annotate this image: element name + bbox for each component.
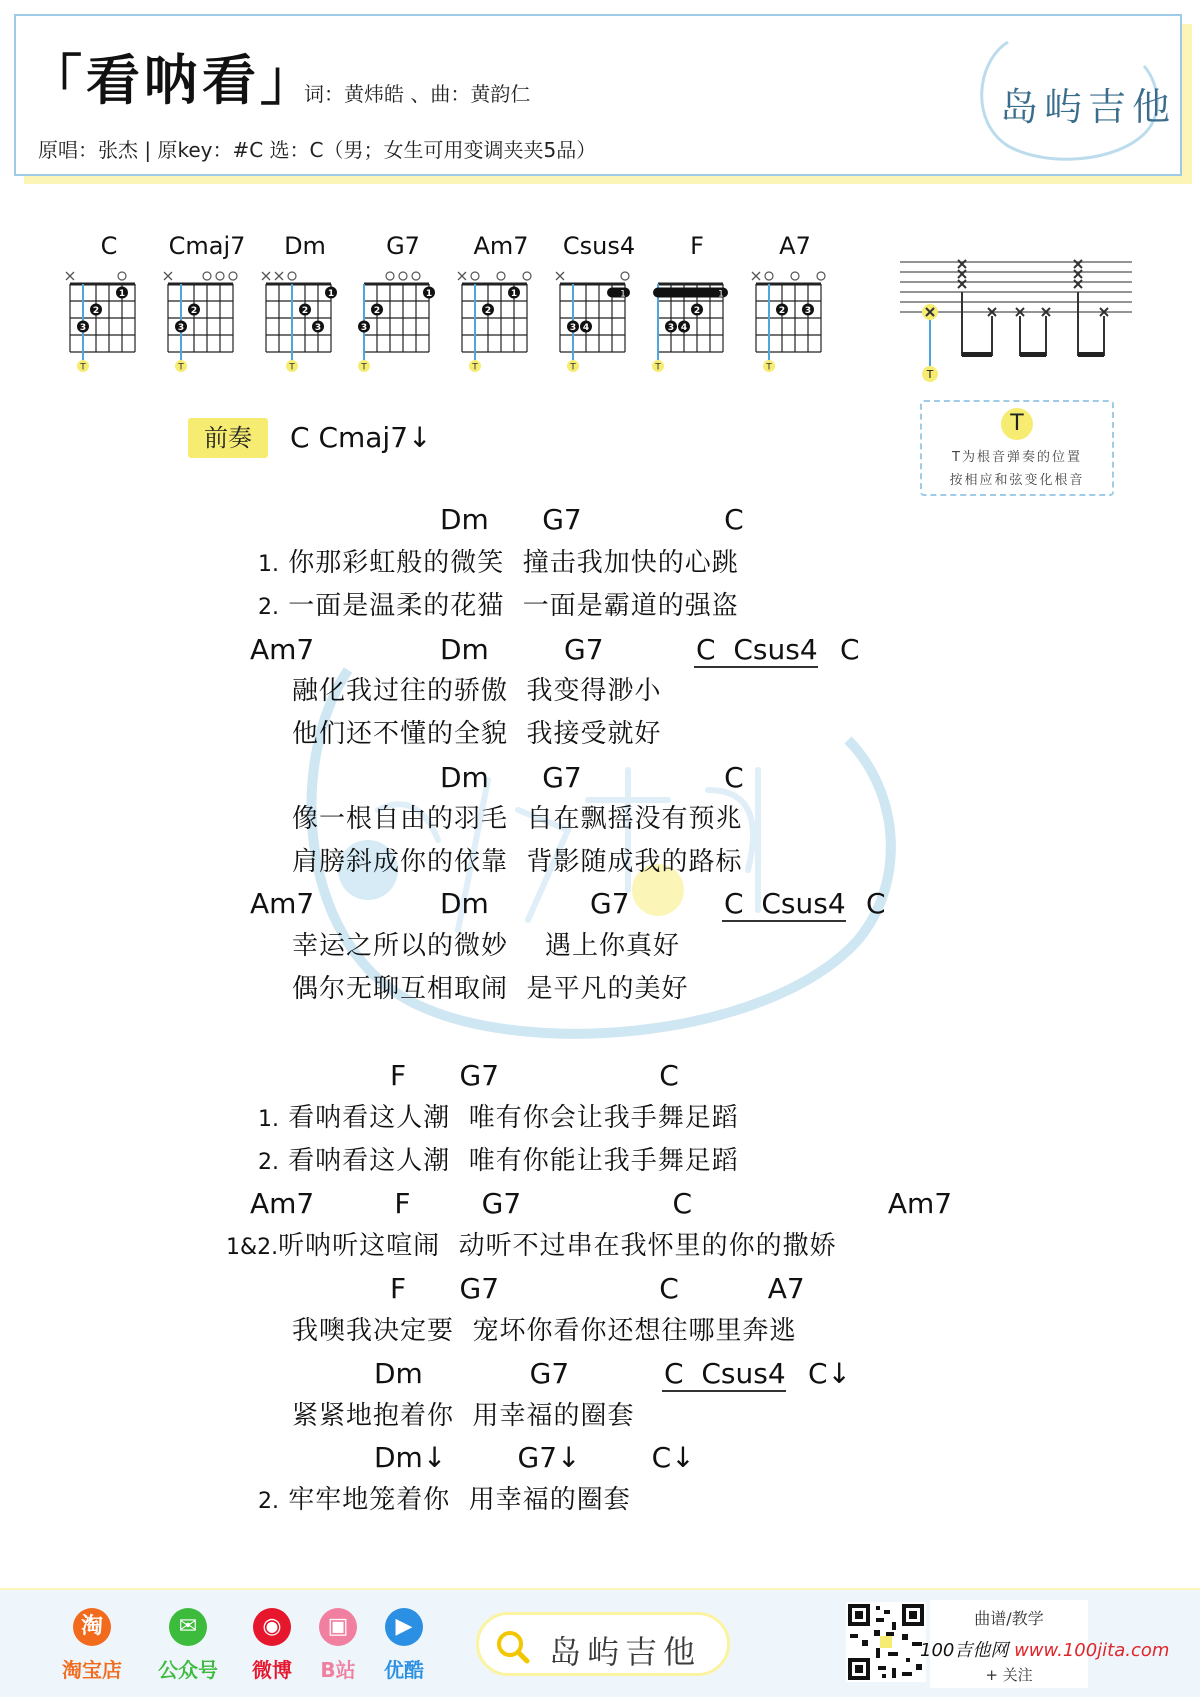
chorus-chords-3: F G7 C A7 xyxy=(390,1272,805,1305)
chorus-line-5: 紧紧地抱着你 用幸福的圈套 xyxy=(292,1401,635,1431)
finger-label: 3 xyxy=(569,323,577,333)
finger-label: 2 xyxy=(301,306,309,316)
chorus-number-1: 1. xyxy=(258,1107,279,1132)
chord-cmaj7 xyxy=(162,232,252,372)
open-marker xyxy=(216,272,224,280)
verse-line-2 xyxy=(258,588,739,626)
chorus-lyric-6: 牢牢地笼着你 用幸福的圈套 xyxy=(288,1485,631,1515)
chord-name-am7: Am7 xyxy=(473,232,529,260)
chorus-chord-c-down: C↓ xyxy=(808,1357,852,1390)
open-marker xyxy=(497,272,505,280)
weibo-label: 微博 xyxy=(252,1658,292,1682)
verse-line-5: 像一根自由的羽毛 自在飘摇没有预兆 xyxy=(292,804,743,834)
open-marker xyxy=(621,272,629,280)
verse-chords-1: Dm G7 C xyxy=(440,503,744,536)
chord-name-cmaj7: Cmaj7 xyxy=(168,232,246,260)
finger-label: 2 xyxy=(92,306,100,316)
chord-name-f: F xyxy=(690,232,704,260)
legend-line-2: 按相应和弦变化根音 xyxy=(949,473,1085,488)
chord-name-g7: G7 xyxy=(386,232,420,260)
open-marker xyxy=(399,272,407,280)
finger-label: 4 xyxy=(680,323,688,333)
mute-marker xyxy=(752,272,760,280)
open-marker xyxy=(386,272,394,280)
chord-c xyxy=(64,232,154,372)
chord-name-csus4: Csus4 xyxy=(562,232,636,260)
wechat-icon: ✉ xyxy=(169,1608,207,1646)
root-label: T xyxy=(570,362,576,372)
qr-caption-top: 曲谱/教学 xyxy=(974,1609,1044,1628)
youku-link[interactable] xyxy=(364,1608,444,1683)
finger-label: 2 xyxy=(778,306,786,316)
search-icon xyxy=(493,1627,533,1667)
mute-marker xyxy=(458,272,466,280)
root-label: T xyxy=(178,362,184,372)
chord-grid-f xyxy=(652,266,736,372)
chord-g7 xyxy=(358,232,448,372)
song-meta: 原唱：张杰 | 原key：#C 选：C（男；女生可用变调夹夹5品） xyxy=(38,138,597,162)
verse-line-1 xyxy=(258,545,739,583)
qr-caption xyxy=(920,1600,1170,1688)
finger-label: 3 xyxy=(79,323,87,333)
verse-chord-am7-1: Am7 xyxy=(250,633,315,666)
intro-chords: C Cmaj7↓ xyxy=(290,421,432,454)
finger-label: 3 xyxy=(314,323,322,333)
bilibili-label: B站 xyxy=(320,1658,356,1682)
root-label: T xyxy=(289,362,295,372)
finger-label: 4 xyxy=(582,323,590,333)
verse-chord-c-csus4-2: C Csus4 xyxy=(724,887,846,920)
verse-chord-dm-1: Dm xyxy=(440,633,489,666)
chorus-lyric-2: 看呐看这人潮 唯有你能让我手舞足蹈 xyxy=(288,1146,739,1176)
finger-label: 1 xyxy=(118,289,126,299)
taobao-link[interactable] xyxy=(52,1608,132,1683)
chord-diagrams xyxy=(64,232,864,372)
site-name: 100吉他网 xyxy=(920,1640,1015,1661)
chorus-number-6: 2. xyxy=(258,1489,279,1514)
finger-label: 1 xyxy=(327,289,335,299)
barre-marker xyxy=(607,288,630,298)
root-label: T xyxy=(80,362,86,372)
search-box[interactable] xyxy=(476,1612,730,1676)
verse-line-8: 偶尔无聊互相取闹 是平凡的美好 xyxy=(292,974,689,1004)
finger-label: 1 xyxy=(620,289,626,300)
finger-label: 2 xyxy=(693,306,701,316)
verse-line-3: 融化我过往的骄傲 我变得渺小 xyxy=(292,676,662,706)
song-credits: 词：黄炜皓 、曲：黄韵仁 xyxy=(304,82,531,106)
verse-chord-am7-2: Am7 xyxy=(250,887,315,920)
chord-grid-dm xyxy=(260,266,344,372)
chorus-lyric-1: 看呐看这人潮 唯有你会让我手舞足蹈 xyxy=(288,1103,739,1133)
finger-label: 1 xyxy=(425,289,433,299)
song-title: 「看呐看」 xyxy=(28,49,318,112)
mute-marker xyxy=(66,272,74,280)
verse-line-6: 肩膀斜成你的依靠 背影随成我的路标 xyxy=(292,847,743,877)
finger-label: 3 xyxy=(360,323,368,333)
chorus-number-2: 2. xyxy=(258,1150,279,1175)
verse-number-1: 1. xyxy=(258,552,279,577)
chorus-chord-c-csus4: C Csus4 xyxy=(664,1357,786,1390)
bilibili-icon: ▣ xyxy=(319,1608,357,1646)
chord-underline-2 xyxy=(722,920,846,922)
finger-label: 2 xyxy=(484,306,492,316)
search-text: 岛屿吉他 xyxy=(549,1633,702,1671)
open-marker xyxy=(412,272,420,280)
verse-lyric-1: 你那彩虹般的微笑 撞击我加快的心跳 xyxy=(288,548,739,578)
verse-chord-c-2: C xyxy=(866,887,886,920)
open-marker xyxy=(791,272,799,280)
qr-code-icon[interactable] xyxy=(846,1602,926,1682)
finger-label: 3 xyxy=(667,323,675,333)
chord-a7 xyxy=(750,232,840,372)
chorus-chords-2: Am7 F G7 C Am7 xyxy=(250,1187,953,1220)
finger-label: 1 xyxy=(718,289,724,300)
verse-chords-3: Dm G7 C xyxy=(440,761,744,794)
chorus-line-6 xyxy=(258,1482,631,1520)
wechat-label: 公众号 xyxy=(158,1658,218,1682)
verse-lyric-2: 一面是温柔的花猫 一面是霸道的强盗 xyxy=(288,591,739,621)
chord-underline-3 xyxy=(662,1390,786,1392)
open-marker xyxy=(288,272,296,280)
finger-label: 2 xyxy=(190,306,198,316)
verse-chord-c-1: C xyxy=(840,633,860,666)
chord-grid-cmaj7 xyxy=(162,266,246,372)
finger-label: 1 xyxy=(510,289,518,299)
open-marker xyxy=(203,272,211,280)
root-label: T xyxy=(655,362,661,372)
mute-marker xyxy=(556,272,564,280)
barre-marker xyxy=(653,288,728,298)
open-marker xyxy=(817,272,825,280)
finger-label: 3 xyxy=(804,306,812,316)
chorus-lyric-3: 听呐听这喧闹 动听不过串在我怀里的你的撒娇 xyxy=(278,1231,837,1261)
chorus-line-3 xyxy=(226,1228,837,1266)
chorus-chords-5: Dm↓ G7↓ C↓ xyxy=(374,1441,695,1474)
chord-name-a7: A7 xyxy=(779,232,811,260)
chorus-number-3: 1&2. xyxy=(226,1235,279,1260)
weibo-icon: ◉ xyxy=(253,1608,291,1646)
taobao-icon: 淘 xyxy=(73,1608,111,1646)
site-domain: www.100jita.com xyxy=(1014,1640,1170,1661)
brand-logo-text: 岛屿吉他 xyxy=(1000,85,1177,129)
root-label: T xyxy=(472,362,478,372)
chorus-line-2 xyxy=(258,1143,739,1181)
root-note-symbol: T xyxy=(1001,408,1033,440)
chorus-chords-4: Dm G7 xyxy=(374,1357,570,1390)
verse-number-2: 2. xyxy=(258,595,279,620)
chorus-line-4: 我噢我决定要 宠坏你看你还想往哪里奔逃 xyxy=(292,1316,797,1346)
root-label: T xyxy=(361,362,367,372)
mute-marker xyxy=(262,272,270,280)
chorus-chords-1: F G7 C xyxy=(390,1059,679,1092)
open-marker xyxy=(523,272,531,280)
mute-marker xyxy=(164,272,172,280)
wechat-link[interactable] xyxy=(148,1608,228,1683)
chord-grid-a7 xyxy=(750,266,834,372)
open-marker xyxy=(118,272,126,280)
chord-grid-am7 xyxy=(456,266,540,372)
verse-line-4: 他们还不懂的全貌 我接受就好 xyxy=(292,719,662,749)
verse-chord-g7-1: G7 xyxy=(564,633,604,666)
finger-label: 2 xyxy=(373,306,381,316)
taobao-label: 淘宝店 xyxy=(62,1658,122,1682)
strum-root-label: T xyxy=(926,368,934,381)
open-marker xyxy=(765,272,773,280)
mute-marker xyxy=(275,272,283,280)
chord-csus4 xyxy=(554,232,644,372)
open-marker xyxy=(471,272,479,280)
strum-pattern-diagram xyxy=(900,256,1132,386)
youku-label: 优酷 xyxy=(384,1658,424,1682)
root-note-legend xyxy=(920,400,1114,496)
chord-name-c: C xyxy=(100,232,118,260)
chord-grid-g7 xyxy=(358,266,442,372)
root-label: T xyxy=(766,362,772,372)
youku-icon: ▶ xyxy=(385,1608,423,1646)
chord-dm xyxy=(260,232,350,372)
chord-am7 xyxy=(456,232,546,372)
verse-chord-c-csus4-1: C Csus4 xyxy=(696,633,818,666)
verse-line-7: 幸运之所以的微妙 遇上你真好 xyxy=(292,931,681,961)
site-url[interactable] xyxy=(920,1636,1169,1662)
chord-name-dm: Dm xyxy=(284,232,326,260)
chord-underline-1 xyxy=(694,666,818,668)
chorus-line-1 xyxy=(258,1100,739,1138)
chord-grid-csus4 xyxy=(554,266,638,372)
finger-label: 3 xyxy=(177,323,185,333)
verse-chord-g7-2: G7 xyxy=(590,887,630,920)
intro-tag: 前奏 xyxy=(188,418,268,458)
chord-grid-c xyxy=(64,266,148,372)
open-marker xyxy=(229,272,237,280)
verse-chord-dm-2: Dm xyxy=(440,887,489,920)
chord-f xyxy=(652,232,742,372)
legend-line-1: T为根音弹奏的位置 xyxy=(952,450,1082,465)
follow-button[interactable]: + 关注 xyxy=(985,1666,1033,1684)
